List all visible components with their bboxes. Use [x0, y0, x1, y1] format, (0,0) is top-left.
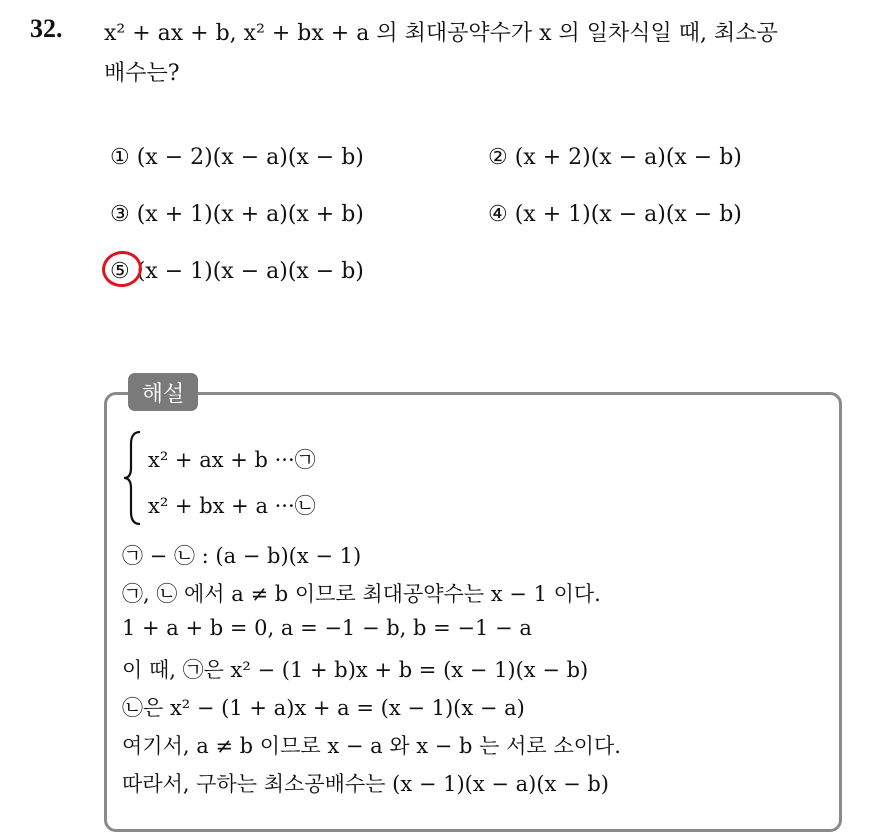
choice-5[interactable]: ⑤ (x − 1)(x − a)(x − b) [110, 259, 364, 284]
solution-line-7: 따라서, 구하는 최소공배수는 (x − 1)(x − a)(x − b) [122, 772, 609, 796]
solution-line-1: ㉠ − ㉡ : (a − b)(x − 1) [122, 544, 362, 568]
choice-1[interactable]: ① (x − 2)(x − a)(x − b) [110, 145, 364, 170]
choice-3[interactable]: ③ (x + 1)(x + a)(x + b) [110, 202, 364, 227]
choice-4[interactable]: ④ (x + 1)(x − a)(x − b) [488, 202, 742, 227]
question-text-line-1: x² + ax + b, x² + bx + a 의 최대공약수가 x 의 일차식일 때, 최소공 [104, 21, 778, 46]
left-brace-icon [122, 428, 144, 528]
solution-line-2: ㉠, ㉡ 에서 a ≠ b 이므로 최대공약수는 x − 1 이다. [122, 582, 601, 606]
solution-line-6: 여기서, a ≠ b 이므로 x − a 와 x − b 는 서로 소이다. [122, 734, 621, 758]
solution-line-4: 이 때, ㉠은 x² − (1 + b)x + b = (x − 1)(x − b) [122, 658, 589, 682]
system-equation-1: x² + ax + b ···㉠ [148, 448, 316, 472]
solution-tag: 해설 [128, 373, 198, 411]
question-text-line-2: 배수는? [104, 61, 180, 86]
solution-line-3: 1 + a + b = 0, a = −1 − b, b = −1 − a [122, 616, 532, 640]
choice-2[interactable]: ② (x + 2)(x − a)(x − b) [488, 145, 742, 170]
system-equation-2: x² + bx + a ···㉡ [148, 494, 316, 518]
solution-line-5: ㉡은 x² − (1 + a)x + a = (x − 1)(x − a) [122, 696, 525, 720]
question-number: 32. [30, 14, 63, 43]
